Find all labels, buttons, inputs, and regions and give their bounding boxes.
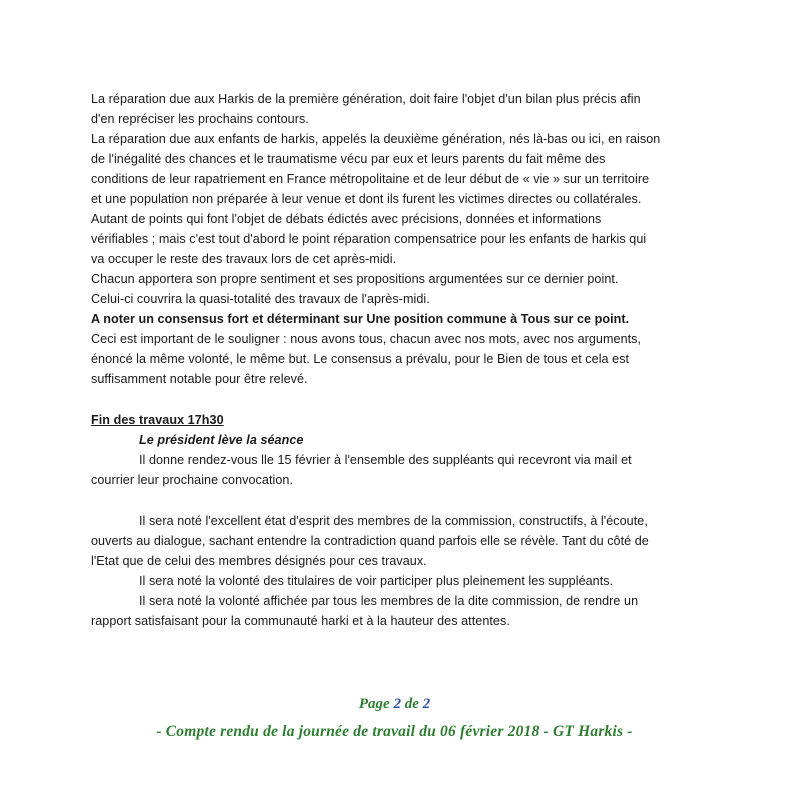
text-line: Ceci est important de le souligner : nous avons tous, chacun avec nos mots, avec nos arguments, — [91, 332, 642, 346]
text-line: énoncé la même volonté, le même but. Le consensus a prévalu, pour le Bien de tous et cela est — [91, 352, 630, 366]
text-line: de l'inégalité des chances et le traumatisme vécu par eux et leurs parents du fait même des — [91, 152, 606, 166]
text-line: va occuper le reste des travaux lors de cet après-midi. — [91, 252, 397, 266]
body-text — [91, 89, 731, 631]
page-of: de — [404, 696, 419, 712]
text-line: suffisamment notable pour être relevé. — [91, 372, 308, 386]
consensus-statement: A noter un consensus fort et déterminant sur Une position commune à Tous sur ce point. — [91, 312, 630, 326]
spacer — [91, 389, 731, 410]
text-line: Il sera noté la volonté des titulaires de voir participer plus pleinement les suppléants. — [139, 574, 614, 588]
page-total: 2 — [422, 696, 431, 712]
text-line: et une population non préparée à leur venue et dont ils furent les victimes directes ou collatérales. — [91, 192, 642, 206]
text-line: La réparation due aux Harkis de la première génération, doit faire l'objet d'un bilan plus précis afin — [91, 92, 641, 106]
spacer — [91, 490, 731, 511]
text-line: Autant de points qui font l'objet de débats édictés avec précisions, données et informations — [91, 212, 602, 226]
text-line: conditions de leur rapatriement en France métropolitaine et de leur début de « vie » sur un territoire — [91, 172, 650, 186]
text-line: courrier leur prochaine convocation. — [91, 473, 294, 487]
president-line: Le président lève la séance — [139, 433, 304, 447]
page-number — [0, 696, 789, 713]
text-line: vérifiables ; mais c'est tout d'abord le point réparation compensatrice pour les enfants de harkis qui — [91, 232, 647, 246]
text-line: Il sera noté l'excellent état d'esprit des membres de la commission, constructifs, à l'écoute, — [139, 514, 648, 528]
page-label: Page — [358, 696, 390, 712]
text-line: l'Etat que de celui des membres désignés pour ces travaux. — [91, 554, 427, 568]
footer-title: - Compte rendu de la journée de travail du 06 février 2018 - GT Harkis - — [156, 723, 633, 740]
text-line: Il donne rendez-vous lle 15 février à l'ensemble des suppléants qui recevront via mail et — [139, 453, 632, 467]
page-current: 2 — [393, 696, 401, 712]
text-line: rapport satisfaisant pour la communauté harki et à la hauteur des attentes. — [91, 614, 510, 628]
section-heading: Fin des travaux 17h30 — [91, 413, 224, 427]
text-line: Il sera noté la volonté affichée par tous les membres de la dite commission, de rendre un — [139, 594, 639, 608]
text-line: Chacun apportera son propre sentiment et ses propositions argumentées sur ce dernier point. — [91, 272, 619, 286]
text-line: La réparation due aux enfants de harkis, appelés la deuxième génération, nés là-bas ou ici, en raison — [91, 132, 661, 146]
text-line: d'en repréciser les prochains contours. — [91, 112, 309, 126]
text-line: ouverts au dialogue, sachant entendre la contradiction quand parfois elle se révèle. Tant du côté de — [91, 534, 649, 548]
text-line: Celui-ci couvrira la quasi-totalité des travaux de l'après-midi. — [91, 292, 430, 306]
